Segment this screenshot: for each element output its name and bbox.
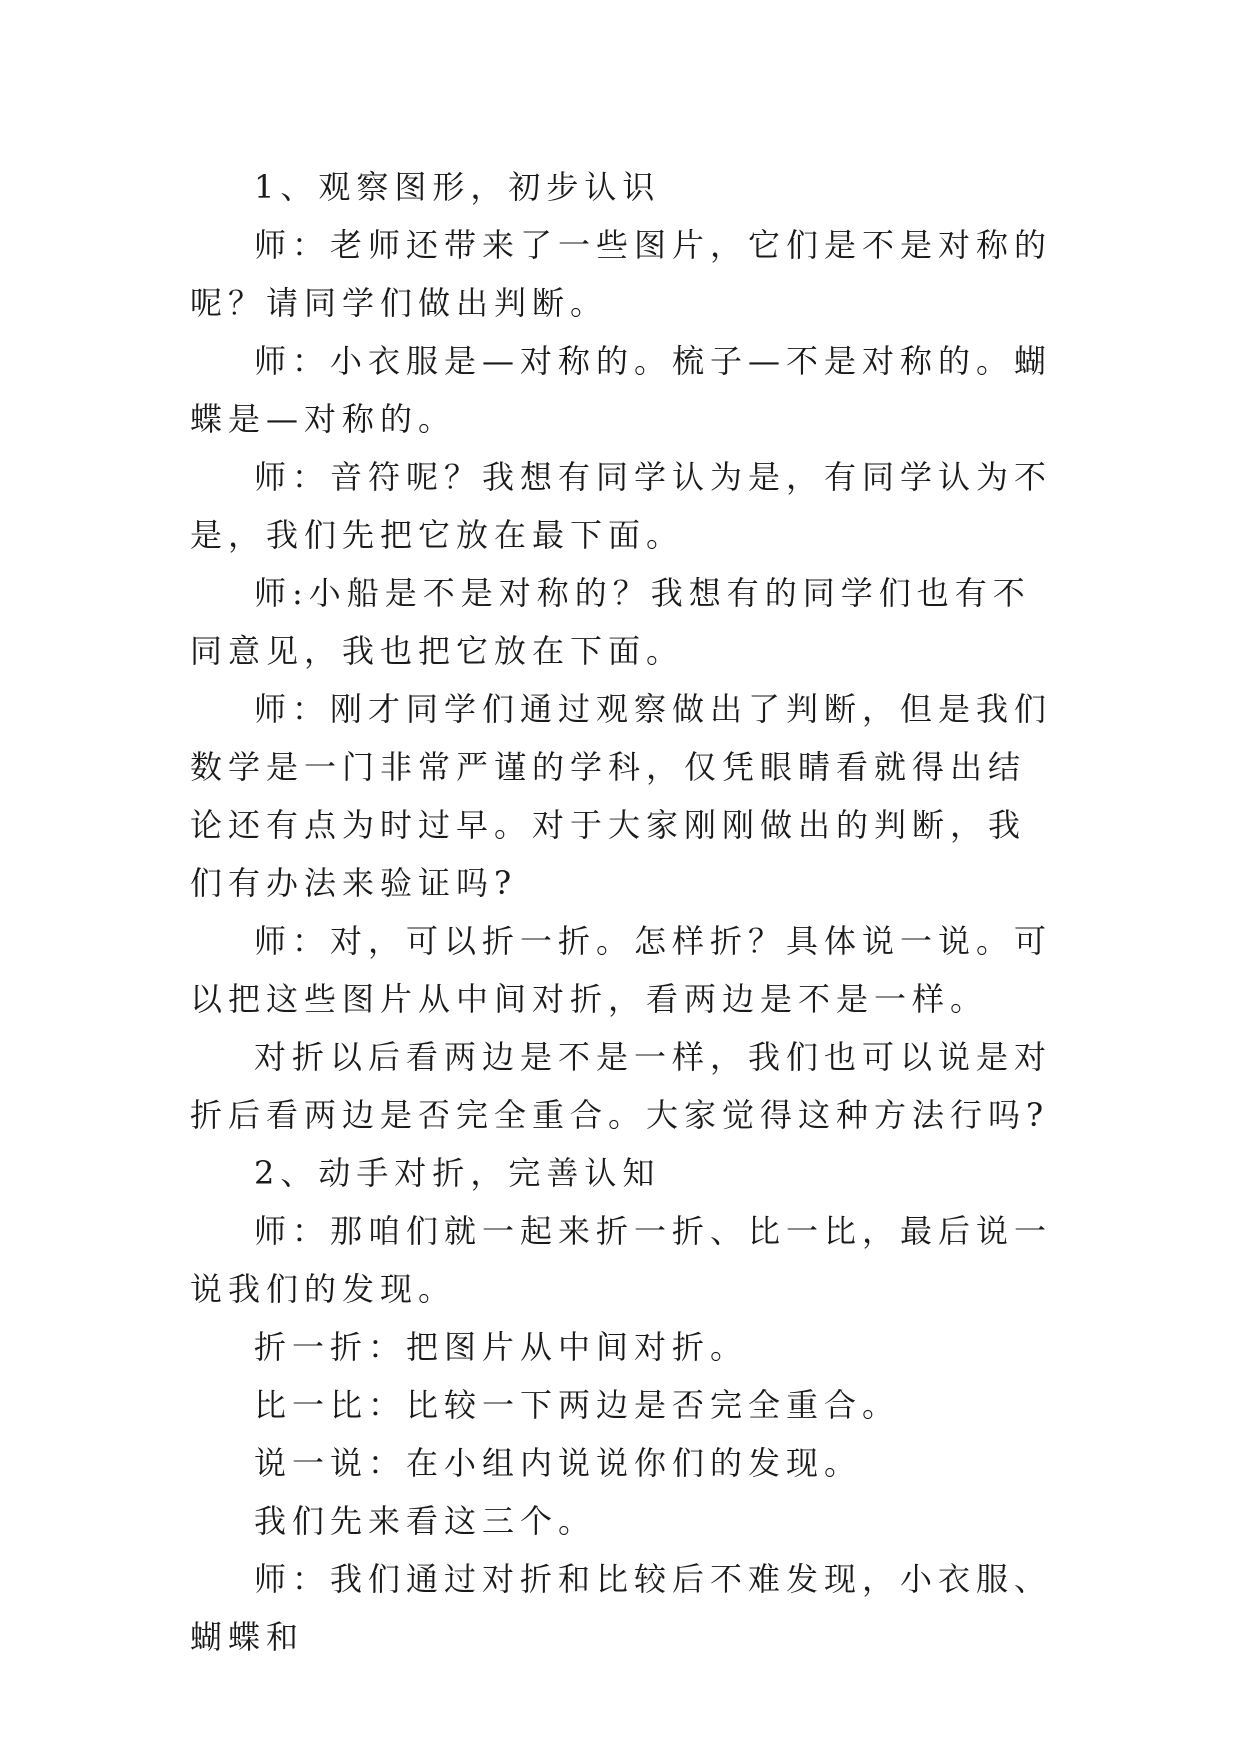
section-heading: 2、动手对折，完善认知 xyxy=(254,1154,661,1192)
paragraph: 说一说：在小组内说说你们的发现。 xyxy=(254,1444,863,1482)
paragraph: 师：对，可以折一折。怎样折？具体说一说。可以把这些图片从中间对折，看两边是不是一样。 xyxy=(190,922,1053,1018)
paragraph: 对折以后看两边是不是一样，我们也可以说是对折后看两边是否完全重合。大家觉得这种方法行吗? xyxy=(190,1038,1053,1134)
document-body xyxy=(190,158,1052,1666)
paragraph: 师：音符呢？我想有同学认为是，有同学认为不是，我们先把它放在最下面。 xyxy=(190,458,1053,554)
paragraph: 比一比：比较一下两边是否完全重合。 xyxy=(254,1386,901,1424)
paragraph: 师:小船是不是对称的？我想有的同学们也有不同意见，我也把它放在下面。 xyxy=(190,574,1031,670)
paragraph: 师：小衣服是—对称的。梳子—不是对称的。蝴蝶是—对称的。 xyxy=(190,342,1053,438)
paragraph: 师：老师还带来了一些图片，它们是不是对称的呢？请同学们做出判断。 xyxy=(190,226,1053,322)
paragraph: 师：刚才同学们通过观察做出了判断，但是我们数学是一门非常严谨的学科，仅凭眼睛看就得出结论还有点为时过早。对于大家刚刚做出的判断，我们有办法来验证吗? xyxy=(190,690,1053,902)
paragraph: 师：我们通过对折和比较后不难发现，小衣服、蝴蝶和 xyxy=(190,1560,1053,1656)
paragraph: 师：那咱们就一起来折一折、比一比，最后说一说我们的发现。 xyxy=(190,1212,1053,1308)
paragraph: 折一折：把图片从中间对折。 xyxy=(254,1328,749,1366)
paragraph: 我们先来看这三个。 xyxy=(254,1502,597,1540)
section-heading: 1、观察图形，初步认识 xyxy=(254,168,661,206)
